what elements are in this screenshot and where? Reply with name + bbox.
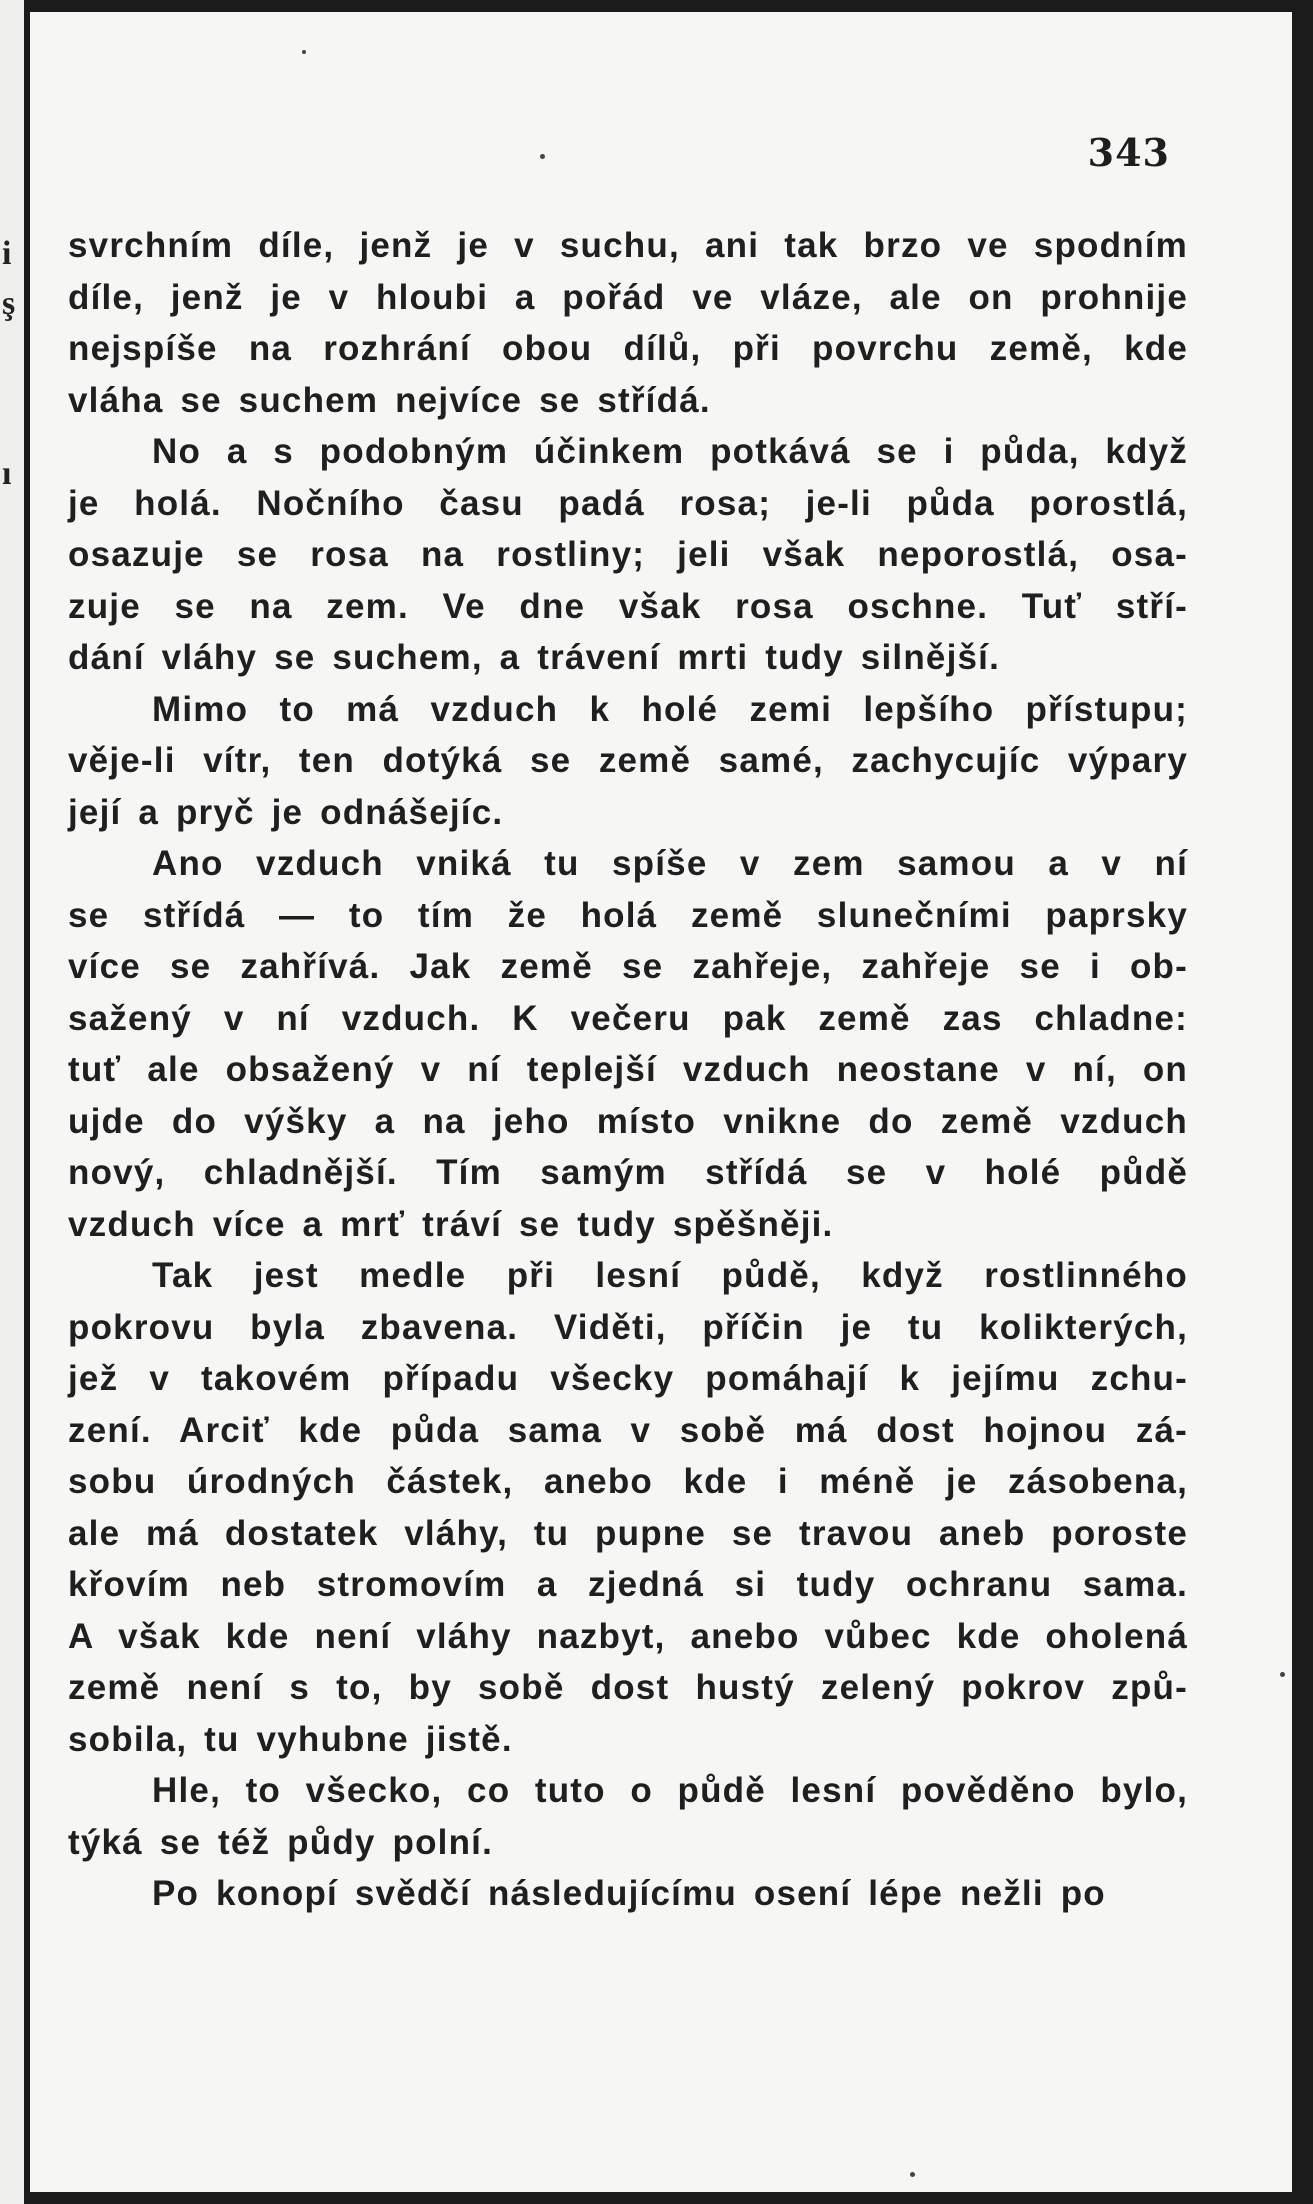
text-line: osazuje se rosa na rostliny; jeli však neporostlá, osa- (68, 535, 1188, 574)
paper-speck (1280, 1672, 1285, 1677)
text-line: ujde do výšky a na jeho místo vnikne do země vzduch (68, 1101, 1188, 1141)
margin-fragment: ş (2, 285, 16, 322)
text-line: díle, jenž je v hloubi a pořád ve vláze, ale on prohnije (68, 277, 1188, 317)
scan-border (1292, 0, 1313, 2204)
text-line: pokrovu byla zbavena. Viděti, příčin je tu kolikterých, (68, 1307, 1188, 1347)
text-line: vláha se suchem nejvíce se střídá. (68, 380, 711, 420)
text-line: se střídá — to tím že holá země slunečními paprsky (68, 895, 1188, 935)
text-line: více se zahřívá. Jak země se zahřeje, zahřeje se i ob- (68, 947, 1188, 986)
text-line: ale má dostatek vláhy, tu pupne se travou aneb poroste (68, 1513, 1188, 1553)
text-line: svrchním díle, jenž je v suchu, ani tak brzo ve spodním (68, 226, 1188, 265)
text-line: Po konopí svědčí následujícímu osení lépe nežli po (152, 1874, 1106, 1913)
page-number: 343 (1087, 130, 1170, 175)
previous-page-edge (0, 0, 30, 2204)
text-line: zení. Arciť kde půda sama v sobě má dost hojnou zá- (68, 1410, 1188, 1450)
text-line: země není s to, by sobě dost hustý zelený pokrov způ- (68, 1668, 1188, 1707)
text-line: je holá. Nočního času padá rosa; je-li půda porostlá, (68, 483, 1188, 523)
text-line: věje-li vítr, ten dotýká se země samé, zachycujíc výpary (68, 741, 1188, 780)
text-line: jež v takovém případu všecky pomáhají k jejímu zchu- (68, 1359, 1188, 1398)
paper-speck (910, 2172, 915, 2177)
margin-fragment: i (2, 235, 12, 272)
text-line: sobu úrodných částek, anebo kde i méně je zásobena, (68, 1462, 1188, 1501)
text-line: tuť ale obsažený v ní teplejší vzduch neostane v ní, on (68, 1050, 1188, 1089)
paper-speck (302, 50, 306, 54)
text-line: zuje se na zem. Ve dne však rosa oschne. Tuť stří- (68, 586, 1188, 626)
text-line: týká se též půdy polní. (68, 1822, 494, 1862)
text-line: sobila, tu vyhubne jistě. (68, 1719, 513, 1759)
text-line: sažený v ní vzduch. K večeru pak země zas chladne: (68, 998, 1188, 1038)
text-line: křovím neb stromovím a zjedná si tudy ochranu sama. (68, 1565, 1188, 1604)
body-text (68, 220, 1188, 1920)
text-line: Hle, to všecko, co tuto o půdě lesní pověděno bylo, (152, 1771, 1188, 1810)
paper-speck (540, 154, 545, 159)
margin-fragment: ı (2, 455, 12, 492)
text-line: No a s podobným účinkem potkává se i půda, když (152, 432, 1188, 471)
text-line: nový, chladnější. Tím samým střídá se v holé půdě (68, 1153, 1188, 1192)
text-line: Tak jest medle při lesní půdě, když rostlinného (152, 1256, 1188, 1295)
text-line: Mimo to má vzduch k holé zemi lepšího přístupu; (152, 689, 1188, 729)
text-line: její a pryč je odnášejíc. (68, 792, 504, 832)
text-line: vzduch více a mrť tráví se tudy spěšněji. (68, 1204, 834, 1244)
text-line: nejspíše na rozhrání obou dílů, při povrchu země, kde (68, 329, 1188, 368)
book-page (30, 12, 1292, 2192)
text-line: A však kde není vláhy nazbyt, anebo vůbec kde oholená (68, 1616, 1188, 1656)
text-line: dání vláhy se suchem, a trávení mrti tudy silnější. (68, 638, 1001, 677)
text-line: Ano vzduch vniká tu spíše v zem samou a v ní (152, 844, 1188, 883)
